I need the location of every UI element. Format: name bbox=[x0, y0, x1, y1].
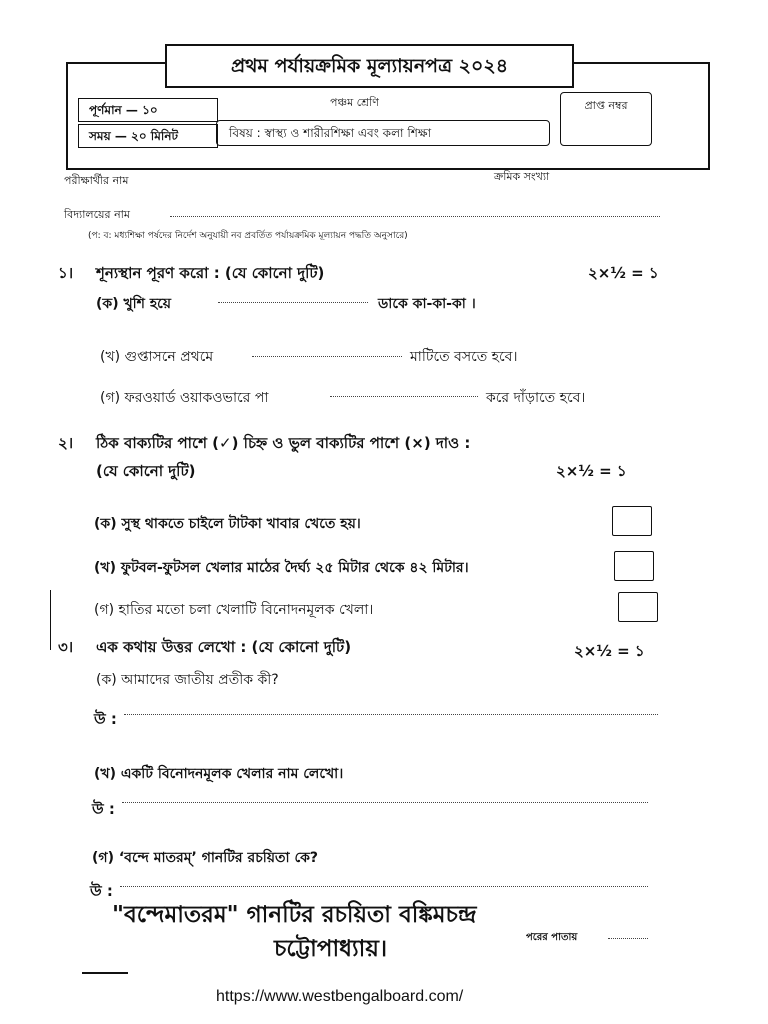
q1-item-a-blank[interactable] bbox=[218, 302, 368, 303]
footer-url[interactable]: https://www.westbengalboard.com/ bbox=[216, 988, 464, 1005]
q2-item-a-checkbox[interactable] bbox=[612, 506, 652, 536]
q1-item-b-label: (খ) গুপ্তাসনে প্রথমে bbox=[100, 349, 214, 365]
q2-item-a: (ক) সুস্থ থাকতে চাইলে টাটকা খাবার খেতে হয়। bbox=[94, 516, 361, 532]
continued-dots bbox=[608, 938, 648, 939]
margin-line bbox=[50, 590, 51, 650]
student-name-label: পরীক্ষার্থীর নাম bbox=[64, 174, 129, 187]
q1-number: ১। bbox=[58, 264, 74, 282]
q2-item-c: (গ) হাতির মতো চলা খেলাটি বিনোদনমূলক খেলা। bbox=[94, 602, 374, 618]
board-note: (প: ব: মধ্যশিক্ষা পর্ষদের নির্দেশ অনুযায়ী নব প্রবর্তিত পর্যায়ক্রমিক মূল্যায়ন পদ্ধতি অনুসারে) bbox=[88, 231, 408, 241]
q2-number: ২। bbox=[58, 434, 74, 452]
q3-item-c: (গ) ‘বন্দে মাতরম্’ গানটির রচয়িতা কে? bbox=[92, 850, 319, 866]
q3-item-c-answer-prefix: উ : bbox=[90, 882, 113, 900]
q2-item-b: (খ) ফুটবল-ফুটসল খেলার মাঠের দৈর্ঘ্য ২৫ মিটার থেকে ৪২ মিটার। bbox=[94, 560, 469, 576]
q3-number: ৩। bbox=[58, 638, 74, 656]
q2-item-c-checkbox[interactable] bbox=[618, 592, 658, 622]
q1-item-c-label: (গ) ফরওয়ার্ড ওয়াকওভারে পা bbox=[100, 390, 269, 406]
q2-sub: (যে কোনো দুটি) bbox=[96, 462, 196, 480]
footer-rule bbox=[82, 972, 128, 974]
q1-item-a-tail: ডাকে কা-কা-কা । bbox=[378, 296, 476, 312]
q1-item-c-blank[interactable] bbox=[330, 396, 478, 397]
q3-heading: এক কথায় উত্তর লেখো : (যে কোনো দুটি) bbox=[96, 638, 352, 656]
q2-item-b-checkbox[interactable] bbox=[614, 551, 654, 581]
q3-item-a-answer-prefix: উ : bbox=[94, 710, 117, 728]
full-marks: পূর্ণমান — ১০ bbox=[78, 98, 218, 122]
q3-item-b-answer-prefix: উ : bbox=[92, 800, 115, 818]
q1-item-b-blank[interactable] bbox=[252, 356, 402, 357]
handwritten-answer-line2: চট্টোপাধ্যায়। bbox=[274, 936, 388, 962]
roll-label: ক্রমিক সংখ্যা bbox=[494, 170, 550, 183]
q3-item-a-answer-line[interactable] bbox=[124, 714, 658, 715]
exam-title: প্রথম পর্যায়ক্রমিক মূল্যায়নপত্র ২০২৪ bbox=[165, 44, 574, 88]
q3-score: ২×½ = ১ bbox=[574, 642, 645, 660]
q1-heading: শূন্যস্থান পূরণ করো : (যে কোনো দুটি) bbox=[96, 264, 325, 282]
q1-score: ২×½ = ১ bbox=[588, 264, 659, 282]
q3-item-c-answer-line[interactable] bbox=[120, 886, 648, 887]
handwritten-answer-line1: "বন্দেমাতরম" গানটির রচয়িতা বঙ্কিমচন্দ্র bbox=[112, 902, 477, 928]
q2-heading: ঠিক বাক্যটির পাশে (✓) চিহ্ন ও ভুল বাক্যটির পাশে (×) দাও : bbox=[96, 434, 471, 452]
school-name-label: বিদ্যালয়ের নাম bbox=[64, 208, 130, 221]
q3-item-b: (খ) একটি বিনোদনমূলক খেলার নাম লেখো। bbox=[94, 766, 344, 782]
continued-note: পরের পাতায় bbox=[526, 932, 578, 943]
marks-obtained-label: প্রাপ্ত নম্বর bbox=[584, 99, 628, 112]
school-name-line[interactable] bbox=[170, 216, 660, 217]
q1-item-b-tail: মাটিতে বসতে হবে। bbox=[410, 349, 518, 365]
q3-item-b-answer-line[interactable] bbox=[122, 802, 648, 803]
q3-item-a: (ক) আমাদের জাতীয় প্রতীক কী? bbox=[96, 672, 279, 688]
marks-obtained-box bbox=[560, 92, 652, 146]
q2-score: ২×½ = ১ bbox=[556, 462, 627, 480]
subject-label: বিষয় : স্বাস্থ্য ও শারীরশিক্ষা এবং কলা শিক্ষা bbox=[216, 120, 550, 146]
q1-item-a-label: (ক) খুশি হয়ে bbox=[96, 296, 172, 312]
time-limit: সময় — ২০ মিনিট bbox=[78, 124, 218, 148]
q1-item-c-tail: করে দাঁড়াতে হবে। bbox=[486, 390, 586, 406]
class-label: পঞ্চম শ্রেণি bbox=[330, 96, 379, 109]
